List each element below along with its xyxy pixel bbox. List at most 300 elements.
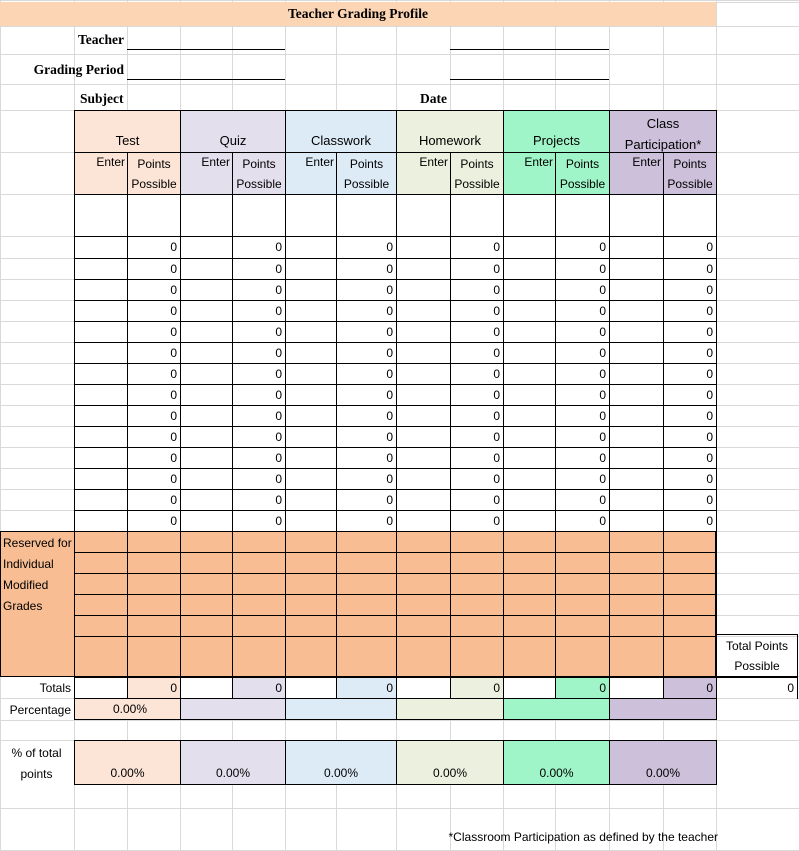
points-cell: 0 [663, 426, 717, 448]
enter-cell[interactable] [285, 405, 337, 427]
reserved-cell[interactable] [180, 615, 233, 637]
points-cell: 0 [663, 468, 717, 490]
gridline [0, 720, 799, 721]
enter-cell[interactable] [180, 300, 233, 322]
enter-cell[interactable] [503, 363, 556, 385]
enter-cell[interactable] [396, 468, 451, 490]
enter-cell[interactable] [180, 468, 233, 490]
enter-cell[interactable] [74, 384, 128, 406]
points-cell: 0 [127, 300, 181, 322]
points-cell: 0 [663, 342, 717, 364]
totals-value: 0 [232, 677, 286, 699]
enter-cell[interactable] [180, 279, 233, 301]
enter-cell[interactable] [74, 363, 128, 385]
enter-header: Enter [74, 152, 128, 195]
enter-cell[interactable] [74, 279, 128, 301]
enter-cell[interactable] [180, 321, 233, 343]
enter-cell[interactable] [285, 279, 337, 301]
reserved-cell[interactable] [232, 531, 286, 553]
reserved-cell[interactable] [503, 531, 556, 553]
points-cell: 0 [555, 236, 610, 259]
input-cell[interactable] [450, 194, 504, 237]
points-cell: 0 [450, 363, 504, 385]
totals-value: 0 [336, 677, 397, 699]
category-header-0: Test [74, 110, 181, 153]
points-cell: 0 [555, 384, 610, 406]
reserved-cell[interactable] [232, 615, 286, 637]
points-cell: 0 [555, 258, 610, 280]
input-cell[interactable] [180, 194, 233, 237]
points-cell: 0 [663, 384, 717, 406]
reserved-cell[interactable] [336, 573, 397, 595]
points-cell: 0 [555, 510, 610, 532]
enter-cell[interactable] [396, 342, 451, 364]
date-label: Date [420, 91, 447, 106]
reserved-cell[interactable] [180, 552, 233, 574]
points-possible-header: Points Possible [336, 152, 397, 195]
reserved-cell[interactable] [663, 531, 717, 553]
points-cell: 0 [450, 258, 504, 280]
reserved-cell[interactable] [336, 615, 397, 637]
enter-cell[interactable] [285, 447, 337, 469]
points-cell: 0 [663, 363, 717, 385]
enter-cell[interactable] [609, 510, 664, 532]
points-cell: 0 [663, 405, 717, 427]
enter-cell[interactable] [396, 384, 451, 406]
points-cell: 0 [450, 510, 504, 532]
reserved-cell[interactable] [609, 552, 664, 574]
points-cell: 0 [555, 279, 610, 301]
reserved-cell[interactable] [232, 594, 286, 616]
reserved-cell[interactable] [285, 573, 337, 595]
points-cell: 0 [555, 321, 610, 343]
pct-total-cell-1: 0.00% [180, 740, 286, 785]
enter-header: Enter [609, 152, 664, 195]
category-header-5: Class Participation* [609, 110, 717, 153]
points-cell: 0 [555, 363, 610, 385]
points-cell: 0 [127, 342, 181, 364]
pct-total-cell-0: 0.00% [74, 740, 181, 785]
grading-period-field[interactable] [127, 60, 285, 80]
enter-cell[interactable] [180, 489, 233, 511]
reserved-cell[interactable] [285, 615, 337, 637]
enter-header: Enter [503, 152, 556, 195]
totals-enter-cell [396, 677, 451, 699]
reserved-cell[interactable] [396, 531, 451, 553]
enter-cell[interactable] [503, 342, 556, 364]
points-cell: 0 [232, 384, 286, 406]
reserved-cell[interactable] [555, 573, 610, 595]
points-cell: 0 [663, 510, 717, 532]
points-cell: 0 [127, 321, 181, 343]
gridline [0, 0, 799, 1]
enter-cell[interactable] [503, 510, 556, 532]
enter-header: Enter [396, 152, 451, 195]
enter-cell[interactable] [180, 363, 233, 385]
reserved-cell[interactable] [450, 552, 504, 574]
points-cell: 0 [232, 447, 286, 469]
reserved-cell[interactable] [74, 594, 128, 616]
reserved-cell[interactable] [336, 594, 397, 616]
points-cell: 0 [336, 468, 397, 490]
enter-cell[interactable] [503, 489, 556, 511]
enter-cell[interactable] [503, 447, 556, 469]
points-cell: 0 [450, 384, 504, 406]
points-cell: 0 [127, 405, 181, 427]
points-cell: 0 [663, 447, 717, 469]
points-cell: 0 [336, 279, 397, 301]
teacher-label: Teacher [78, 32, 124, 47]
category-header-1: Quiz [180, 110, 286, 153]
enter-cell[interactable] [609, 363, 664, 385]
points-cell: 0 [127, 510, 181, 532]
points-cell: 0 [450, 489, 504, 511]
percentage-cell-3 [396, 698, 504, 720]
enter-cell[interactable] [180, 342, 233, 364]
enter-cell[interactable] [285, 510, 337, 532]
reserved-cell[interactable] [503, 594, 556, 616]
reserved-label: Reserved for Individual Modified Grades [3, 536, 72, 613]
enter-cell[interactable] [285, 321, 337, 343]
enter-cell[interactable] [180, 510, 233, 532]
enter-cell[interactable] [503, 258, 556, 280]
totals-value: 0 [450, 677, 504, 699]
reserved-cell[interactable] [609, 573, 664, 595]
enter-cell[interactable] [74, 405, 128, 427]
points-possible-header: Points Possible [555, 152, 610, 195]
reserved-cell[interactable] [609, 615, 664, 637]
input-cell[interactable] [609, 194, 664, 237]
enter-cell[interactable] [503, 236, 556, 259]
reserved-cell[interactable] [74, 615, 128, 637]
enter-cell[interactable] [74, 342, 128, 364]
gridline [0, 26, 799, 27]
reserved-cell[interactable] [450, 531, 504, 553]
points-cell: 0 [336, 363, 397, 385]
enter-cell[interactable] [180, 236, 233, 259]
enter-cell[interactable] [180, 258, 233, 280]
points-cell: 0 [336, 236, 397, 259]
reserved-cell[interactable] [555, 636, 610, 678]
enter-cell[interactable] [609, 279, 664, 301]
enter-cell[interactable] [609, 468, 664, 490]
points-cell: 0 [336, 510, 397, 532]
enter-cell[interactable] [74, 236, 128, 259]
enter-header: Enter [180, 152, 233, 195]
enter-cell[interactable] [503, 468, 556, 490]
gridline [0, 0, 1, 850]
points-cell: 0 [127, 384, 181, 406]
enter-cell[interactable] [180, 405, 233, 427]
reserved-cell[interactable] [127, 552, 181, 574]
percentage-cell-0: 0.00% [74, 698, 181, 720]
enter-cell[interactable] [285, 426, 337, 448]
enter-cell[interactable] [396, 279, 451, 301]
reserved-cell[interactable] [450, 615, 504, 637]
reserved-cell[interactable] [450, 636, 504, 678]
gridline [0, 808, 799, 809]
input-cell[interactable] [663, 194, 717, 237]
points-cell: 0 [127, 489, 181, 511]
points-cell: 0 [232, 258, 286, 280]
enter-cell[interactable] [609, 300, 664, 322]
enter-cell[interactable] [609, 426, 664, 448]
reserved-cell[interactable] [609, 531, 664, 553]
enter-cell[interactable] [285, 342, 337, 364]
points-cell: 0 [555, 405, 610, 427]
enter-cell[interactable] [609, 384, 664, 406]
reserved-cell[interactable] [450, 594, 504, 616]
input-cell[interactable] [396, 194, 451, 237]
points-cell: 0 [232, 363, 286, 385]
enter-cell[interactable] [609, 447, 664, 469]
reserved-cell[interactable] [663, 594, 717, 616]
enter-cell[interactable] [609, 405, 664, 427]
points-cell: 0 [663, 258, 717, 280]
points-cell: 0 [450, 236, 504, 259]
points-cell: 0 [450, 342, 504, 364]
enter-cell[interactable] [503, 321, 556, 343]
teacher-field[interactable] [127, 30, 285, 50]
enter-cell[interactable] [503, 426, 556, 448]
points-cell: 0 [450, 447, 504, 469]
points-cell: 0 [555, 426, 610, 448]
input-cell[interactable] [285, 194, 337, 237]
reserved-cell[interactable] [396, 552, 451, 574]
enter-cell[interactable] [396, 510, 451, 532]
points-cell: 0 [232, 321, 286, 343]
reserved-cell[interactable] [285, 594, 337, 616]
points-cell: 0 [555, 447, 610, 469]
input-cell[interactable] [74, 194, 128, 237]
points-cell: 0 [232, 489, 286, 511]
points-cell: 0 [663, 236, 717, 259]
reserved-cell[interactable] [232, 573, 286, 595]
totals-value: 0 [555, 677, 610, 699]
reserved-cell[interactable] [396, 636, 451, 678]
points-cell: 0 [232, 300, 286, 322]
category-header-3: Homework [396, 110, 504, 153]
enter-cell[interactable] [180, 384, 233, 406]
reserved-cell[interactable] [663, 615, 717, 637]
enter-cell[interactable] [396, 489, 451, 511]
reserved-cell[interactable] [127, 594, 181, 616]
reserved-cell[interactable] [74, 573, 128, 595]
reserved-cell[interactable] [609, 594, 664, 616]
points-cell: 0 [232, 342, 286, 364]
points-cell: 0 [336, 384, 397, 406]
points-cell: 0 [555, 489, 610, 511]
reserved-cell[interactable] [180, 531, 233, 553]
reserved-cell[interactable] [74, 531, 128, 553]
totals-label: Totals [39, 681, 71, 695]
enter-cell[interactable] [74, 510, 128, 532]
enter-cell[interactable] [396, 447, 451, 469]
enter-cell[interactable] [74, 489, 128, 511]
enter-cell[interactable] [609, 489, 664, 511]
points-cell: 0 [336, 321, 397, 343]
pct-total-cell-4: 0.00% [503, 740, 610, 785]
input-cell[interactable] [336, 194, 397, 237]
reserved-cell[interactable] [336, 552, 397, 574]
reserved-cell[interactable] [396, 573, 451, 595]
input-cell[interactable] [232, 194, 286, 237]
points-cell: 0 [555, 300, 610, 322]
enter-cell[interactable] [396, 321, 451, 343]
enter-cell[interactable] [396, 426, 451, 448]
enter-cell[interactable] [503, 405, 556, 427]
page-title: Teacher Grading Profile [0, 2, 716, 26]
pct-total-cell-3: 0.00% [396, 740, 504, 785]
percentage-cell-4 [503, 698, 610, 720]
enter-cell[interactable] [503, 279, 556, 301]
points-cell: 0 [232, 236, 286, 259]
points-cell: 0 [555, 342, 610, 364]
enter-cell[interactable] [396, 363, 451, 385]
enter-cell[interactable] [503, 384, 556, 406]
teacher-extra-field[interactable] [450, 30, 609, 50]
input-cell[interactable] [503, 194, 556, 237]
reserved-cell[interactable] [127, 636, 181, 678]
enter-cell[interactable] [74, 468, 128, 490]
subject-label: Subject [80, 91, 124, 106]
enter-cell[interactable] [609, 236, 664, 259]
points-cell: 0 [127, 279, 181, 301]
enter-cell[interactable] [285, 384, 337, 406]
reserved-cell[interactable] [127, 573, 181, 595]
points-cell: 0 [450, 468, 504, 490]
grading-period-extra-field[interactable] [450, 60, 609, 80]
points-cell: 0 [663, 300, 717, 322]
grand-total: 0 [716, 677, 798, 699]
points-possible-header: Points Possible [450, 152, 504, 195]
points-cell: 0 [127, 426, 181, 448]
reserved-cell[interactable] [555, 615, 610, 637]
enter-cell[interactable] [74, 447, 128, 469]
enter-cell[interactable] [74, 426, 128, 448]
enter-cell[interactable] [609, 342, 664, 364]
points-cell: 0 [450, 279, 504, 301]
enter-cell[interactable] [180, 426, 233, 448]
reserved-cell[interactable] [285, 552, 337, 574]
points-cell: 0 [232, 405, 286, 427]
enter-cell[interactable] [74, 258, 128, 280]
input-cell[interactable] [555, 194, 610, 237]
enter-cell[interactable] [285, 489, 337, 511]
enter-cell[interactable] [285, 468, 337, 490]
points-cell: 0 [336, 489, 397, 511]
enter-cell[interactable] [180, 447, 233, 469]
points-possible-header: Points Possible [663, 152, 717, 195]
points-cell: 0 [127, 258, 181, 280]
total-points-label: Total Points Possible [716, 634, 798, 677]
points-cell: 0 [450, 321, 504, 343]
reserved-cell[interactable] [450, 573, 504, 595]
points-cell: 0 [663, 321, 717, 343]
reserved-cell[interactable] [503, 552, 556, 574]
points-cell: 0 [336, 342, 397, 364]
reserved-cell[interactable] [336, 531, 397, 553]
reserved-cell[interactable] [180, 573, 233, 595]
enter-cell[interactable] [396, 236, 451, 259]
reserved-cell[interactable] [555, 552, 610, 574]
points-cell: 0 [232, 468, 286, 490]
totals-enter-cell [180, 677, 233, 699]
percentage-cell-1 [180, 698, 286, 720]
enter-cell[interactable] [285, 258, 337, 280]
enter-cell[interactable] [396, 405, 451, 427]
points-cell: 0 [127, 447, 181, 469]
points-cell: 0 [336, 447, 397, 469]
reserved-cell[interactable] [555, 594, 610, 616]
reserved-cell[interactable] [285, 531, 337, 553]
enter-cell[interactable] [609, 258, 664, 280]
reserved-cell[interactable] [396, 615, 451, 637]
enter-cell[interactable] [285, 236, 337, 259]
enter-cell[interactable] [396, 300, 451, 322]
reserved-cell[interactable] [74, 552, 128, 574]
reserved-cell[interactable] [503, 636, 556, 678]
reserved-cell[interactable] [396, 594, 451, 616]
enter-cell[interactable] [74, 321, 128, 343]
totals-enter-cell [503, 677, 556, 699]
enter-cell[interactable] [396, 258, 451, 280]
reserved-cell[interactable] [503, 615, 556, 637]
reserved-cell[interactable] [336, 636, 397, 678]
points-cell: 0 [336, 405, 397, 427]
reserved-cell[interactable] [232, 552, 286, 574]
enter-cell[interactable] [74, 300, 128, 322]
totals-value: 0 [663, 677, 717, 699]
points-cell: 0 [232, 426, 286, 448]
pct-total-label: % of total points [11, 746, 62, 781]
enter-cell[interactable] [285, 300, 337, 322]
category-header-4: Projects [503, 110, 610, 153]
reserved-cell[interactable] [663, 573, 717, 595]
enter-cell[interactable] [609, 321, 664, 343]
reserved-cell[interactable] [663, 636, 717, 678]
points-cell: 0 [450, 405, 504, 427]
reserved-cell[interactable] [232, 636, 286, 678]
percentage-cell-2 [285, 698, 397, 720]
enter-cell[interactable] [285, 363, 337, 385]
totals-enter-cell [74, 677, 128, 699]
reserved-cell[interactable] [609, 636, 664, 678]
points-cell: 0 [336, 258, 397, 280]
reserved-cell[interactable] [127, 531, 181, 553]
reserved-cell[interactable] [663, 552, 717, 574]
category-header-2: Classwork [285, 110, 397, 153]
input-cell[interactable] [127, 194, 181, 237]
totals-enter-cell [285, 677, 337, 699]
reserved-cell[interactable] [285, 636, 337, 678]
points-cell: 0 [450, 300, 504, 322]
points-cell: 0 [127, 468, 181, 490]
percentage-label: Percentage [9, 703, 71, 717]
reserved-cell[interactable] [555, 531, 610, 553]
enter-cell[interactable] [503, 300, 556, 322]
pct-total-cell-5: 0.00% [609, 740, 717, 785]
reserved-cell[interactable] [180, 594, 233, 616]
reserved-cell[interactable] [127, 615, 181, 637]
points-cell: 0 [663, 279, 717, 301]
reserved-cell[interactable] [180, 636, 233, 678]
grading-period-label: Grading Period [33, 62, 124, 77]
reserved-cell[interactable] [74, 636, 128, 678]
points-cell: 0 [232, 279, 286, 301]
points-cell: 0 [127, 236, 181, 259]
reserved-cell[interactable] [503, 573, 556, 595]
